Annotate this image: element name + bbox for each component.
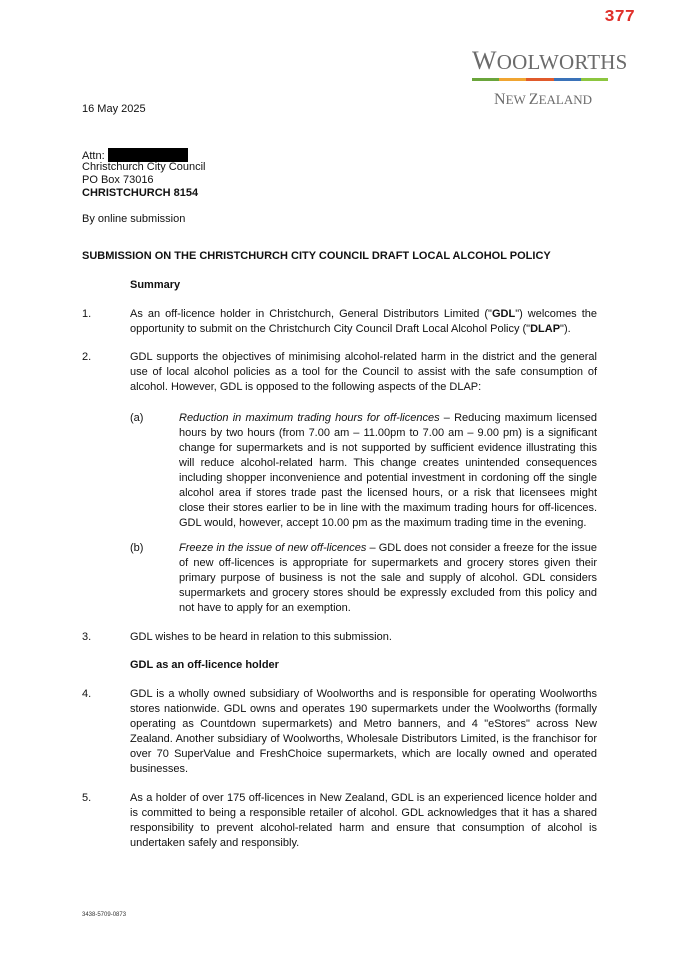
subparagraph-b: Freeze in the issue of new off-licences – GDL does not consider a freeze for the issue of new off-licences is appropriate for supermarkets and grocery stores given their primary purpose of business is not the sale and supply of alcohol. GDL considers supermarkets and grocery stores should be expressly excluded from this policy and not have to apply for an exemption. — [179, 542, 597, 614]
subparagraph-label: (a) — [130, 412, 144, 424]
paragraph-number: 3. — [82, 631, 92, 643]
holder-heading: GDL as an off-licence holder — [130, 659, 279, 671]
paragraph-number: 4. — [82, 688, 92, 700]
document-title: SUBMISSION ON THE CHRISTCHURCH CITY COUNCIL DRAFT LOCAL ALCOHOL POLICY — [82, 250, 551, 262]
logo-wordmark: WOOLWORTHS — [472, 46, 628, 75]
paragraph-2: GDL supports the objectives of minimising alcohol-related harm in the district and the general use of local alcohol policies as a tool for the Council to assist with the safe consumption of alcohol. However, GDL is opposed to the following aspects of the DLAP: — [130, 351, 597, 393]
submission-method: By online submission — [82, 213, 186, 225]
address-line-1: Christchurch City Council — [82, 161, 206, 173]
paragraph-3: GDL wishes to be heard in relation to this submission. — [130, 631, 392, 643]
footer-reference: 3438-5709-0873 — [82, 912, 127, 918]
paragraph-4: GDL is a wholly owned subsidiary of Woolworths and is responsible for operating Woolworths stores nationwide. GDL owns and operates 190 supermarkets under the Woolworths (formally operating as Countdown supermarkets) and Metro banners, and 4 "eStores" across New Zealand. Another subsidiary of Woolworths, Wholesale Distributors Limited, is the franchisor for over 70 SuperValue and FreshChoice supermarkets, which are locally owned and operated businesses. — [130, 688, 597, 775]
page-number: 377 — [604, 8, 635, 27]
woolworths-logo — [472, 46, 628, 108]
address-line-3: CHRISTCHURCH 8154 — [82, 187, 199, 199]
address-attn: Attn: — [82, 148, 188, 163]
logo-subtitle: NEW ZEALAND — [494, 91, 593, 108]
paragraph-1: As an off-licence holder in Christchurch, General Distributors Limited ("GDL") welcomes the opportunity to submit on the Christchurch City Council Draft Local Alcohol Policy ("DLAP"). — [130, 308, 597, 335]
paragraph-5: As a holder of over 175 off-licences in New Zealand, GDL is an experienced licence holder and is committed to being a responsible retailer of alcohol. GDL acknowledges that it has a shared responsibility to prevent alcohol-related harm and ensure that consumption of alcohol is undertaken safely and responsibly. — [130, 792, 597, 849]
logo-color-bar — [472, 78, 608, 81]
paragraph-number: 5. — [82, 792, 92, 804]
letter-date: 16 May 2025 — [82, 103, 146, 115]
subparagraph-a: Reduction in maximum trading hours for off-licences – Reducing maximum licensed hours by two hours (from 7.00 am – 11.00pm to 7.00 am – 9.00 pm) is a significant change for supermarkets and is not supported by sufficient evidence illustrating this will reduce alcohol-related harm. This change creates unintended consequences including shopper inconvenience and potential investment in cordoning off the single alcohol area if stores trade past the licensed hours, or a risk that licensees might close their stores earlier to be in line with the maximum trading hours for off-licences. GDL would, however, accept 10.00 pm as the maximum trading time in the evening. — [179, 412, 597, 529]
address-line-2: PO Box 73016 — [82, 174, 154, 186]
subparagraph-label: (b) — [130, 542, 144, 554]
summary-heading: Summary — [130, 279, 181, 291]
paragraph-number: 2. — [82, 351, 92, 363]
paragraph-number: 1. — [82, 308, 92, 320]
redaction-box — [108, 148, 188, 162]
